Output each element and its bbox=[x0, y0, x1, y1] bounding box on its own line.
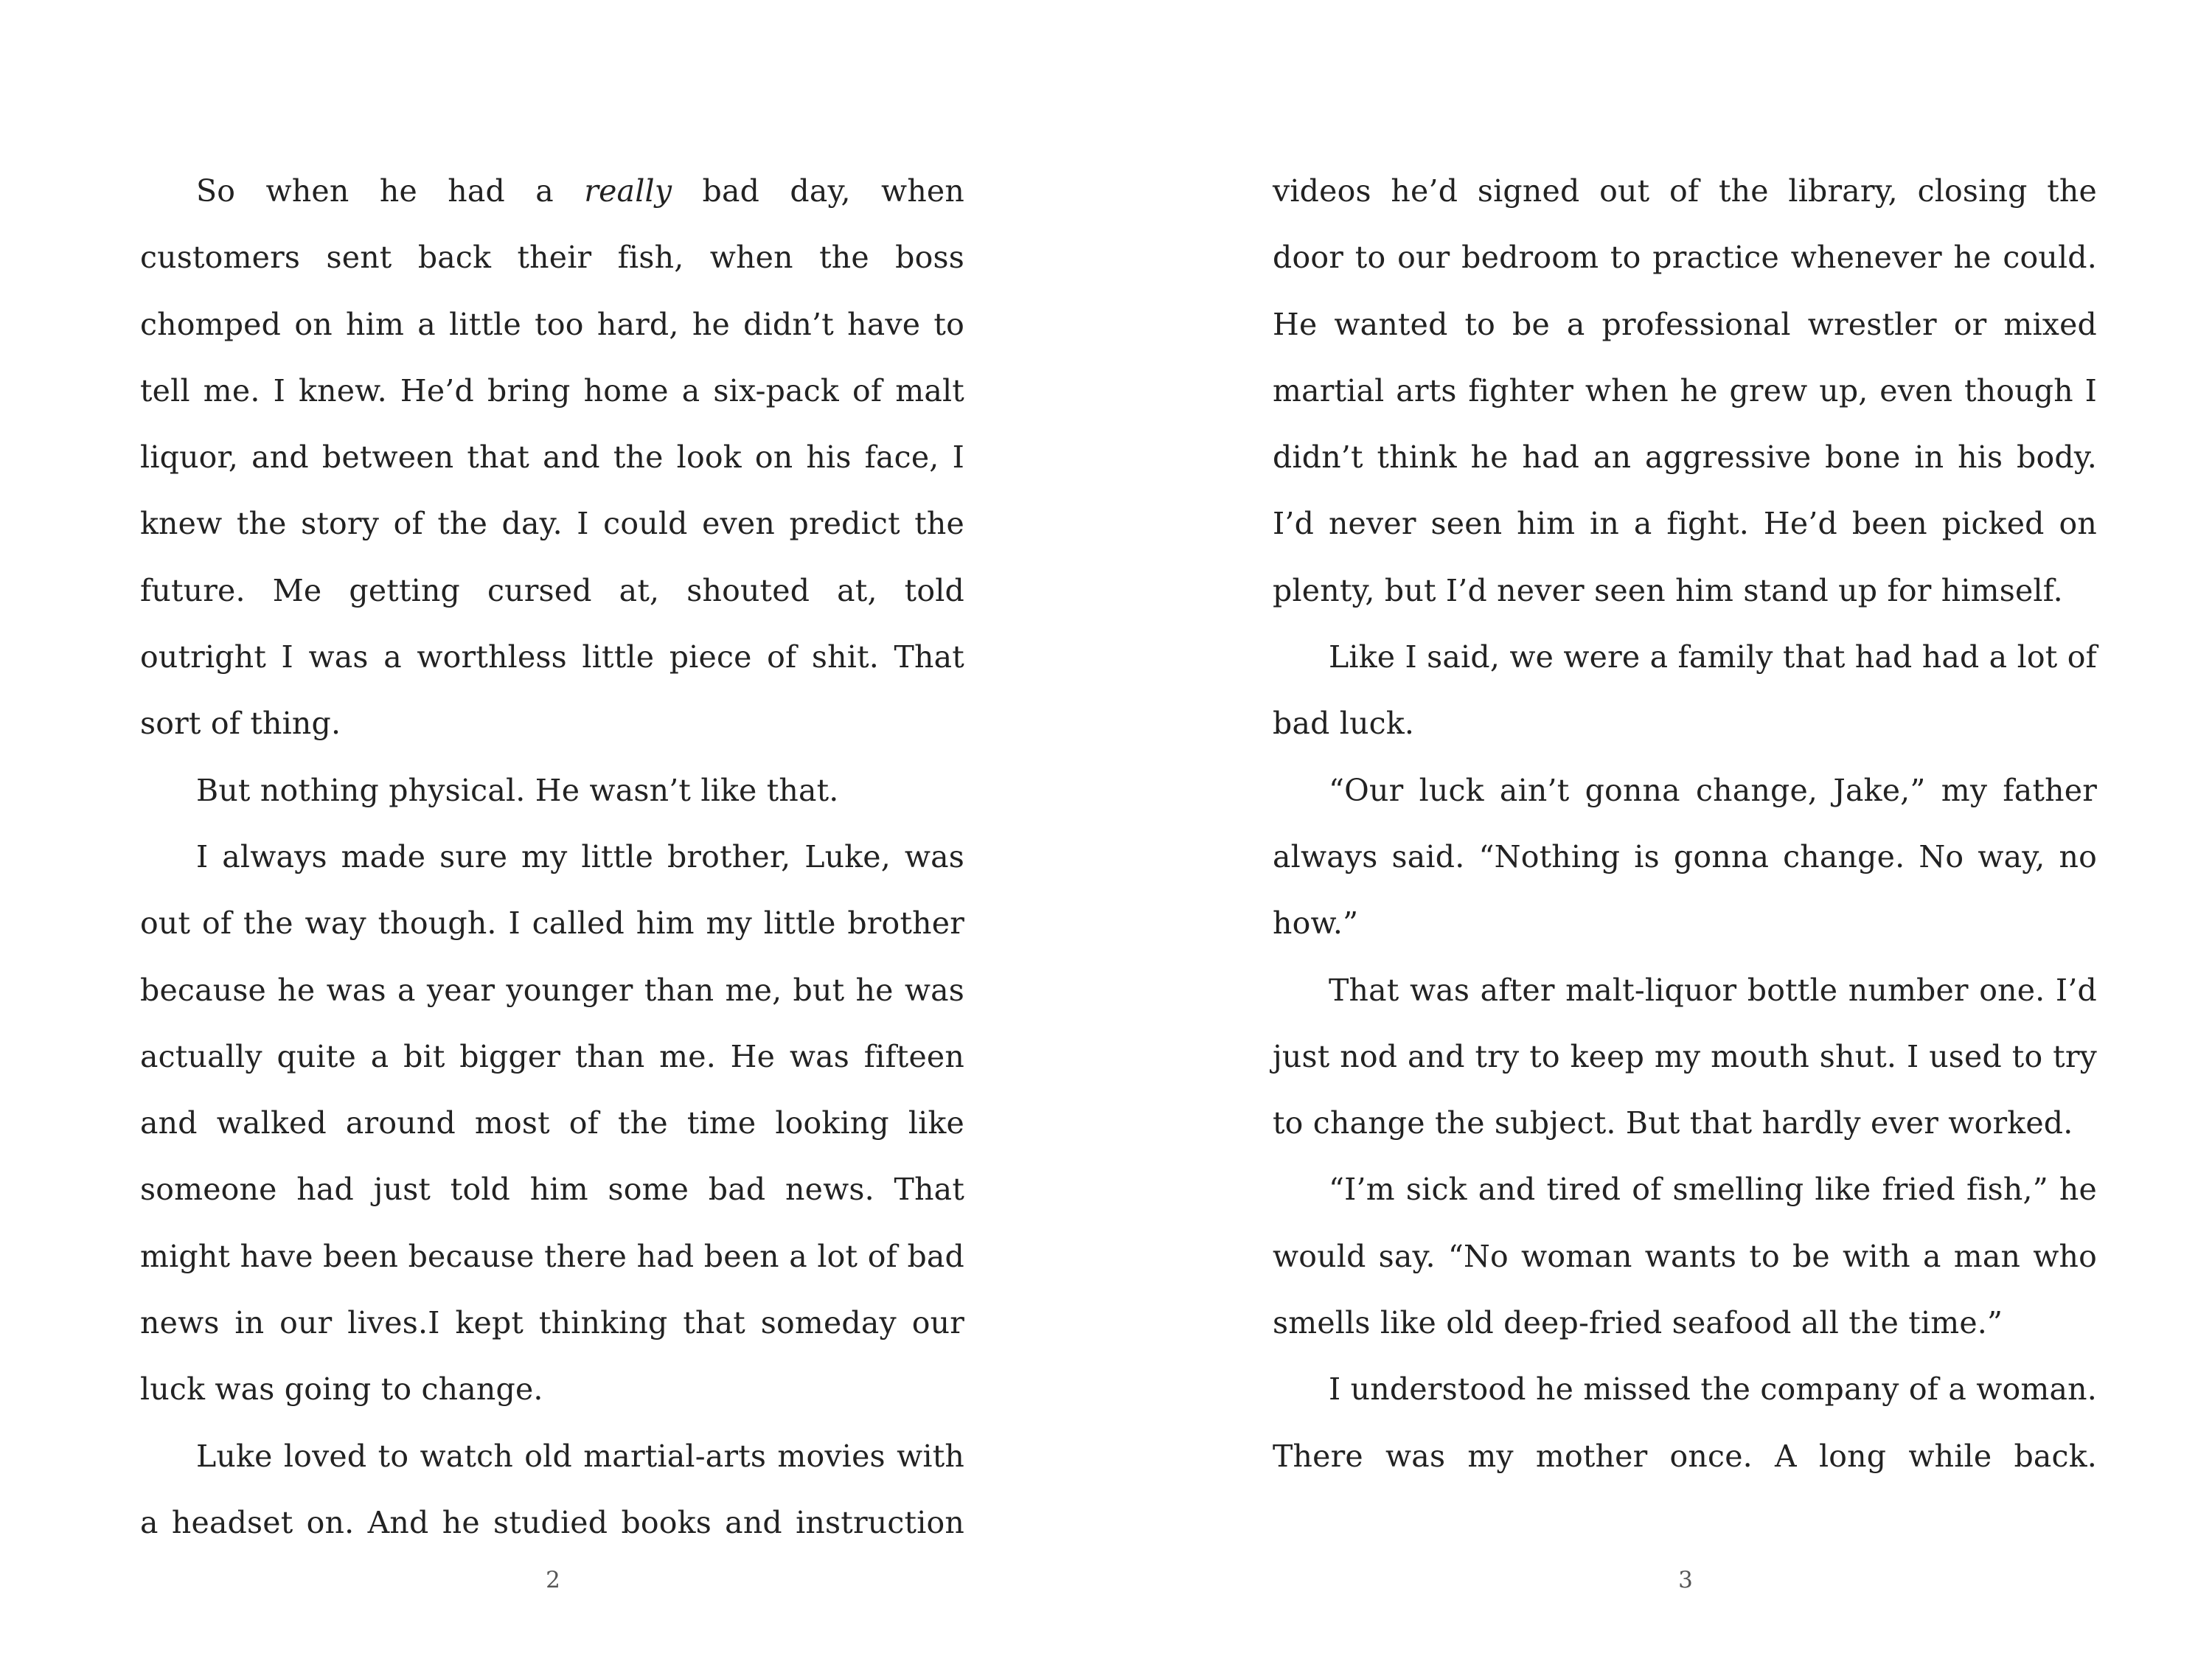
left-page-text bbox=[140, 158, 964, 1556]
paragraph: Luke loved to watch old martial-arts movies with a headset on. And he studied books and instruction bbox=[140, 1438, 964, 1540]
paragraph: I always made sure my little brother, Luke, was out of the way though. I called him my little brother because he was a year younger than me, but he was actually quite a bit bigger than me. He was fifteen and walked around most of the time looking like someone had just told him some bad news. That might have been because there had been a lot of bad news in our lives.I kept thinking that someday our luck was going to change. bbox=[140, 838, 964, 1408]
paragraph: Like I said, we were a family that had had a lot of bad luck. bbox=[1273, 639, 2097, 742]
page-number: 3 bbox=[1678, 1567, 1693, 1593]
paragraph: But nothing physical. He wasn’t like that. bbox=[196, 772, 839, 808]
page-number: 2 bbox=[546, 1567, 560, 1593]
paragraph: I understood he missed the company of a woman. There was my mother once. A long while back. bbox=[1273, 1371, 2097, 1474]
paragraph bbox=[140, 158, 964, 757]
paragraph: “I’m sick and tired of smelling like fried fish,” he would say. “No woman wants to be with a man who smells like old deep-fried seafood all the time.” bbox=[1273, 1172, 2097, 1341]
right-page-text bbox=[1273, 158, 2097, 1489]
paragraph: videos he’d signed out of the library, closing the door to our bedroom to practice whenever he could. He wanted to be a professional wrestler or mixed martial arts fighter when he grew up, even though I didn’t think he had an aggressive bone in his body. I’d never seen him in a fight. He’d been picked on plenty, but I’d never seen him stand up for himself. bbox=[1273, 173, 2097, 608]
emphasis-text: really bbox=[584, 173, 672, 209]
paragraph-text: So when he had a bbox=[196, 173, 585, 209]
paragraph-text: bad day, when customers sent back their fish, when the boss chomped on him a little too hard, he didn’t have to tell me. I knew. He’d bring home a six-pack of malt liquor, and between that and the look on his face, I knew the story of the day. I could even predict the future. Me getting cursed at, shouted at, told outright I was a worthless little piece of shit. That sort of thing. bbox=[140, 173, 964, 742]
paragraph: That was after malt-liquor bottle number one. I’d just nod and try to keep my mouth shut. I used to try to change the subject. But that hardly ever worked. bbox=[1273, 972, 2097, 1141]
paragraph: “Our luck ain’t gonna change, Jake,” my father always said. “Nothing is gonna change. No way, no how.” bbox=[1273, 772, 2097, 942]
right-page bbox=[1106, 0, 2212, 1659]
